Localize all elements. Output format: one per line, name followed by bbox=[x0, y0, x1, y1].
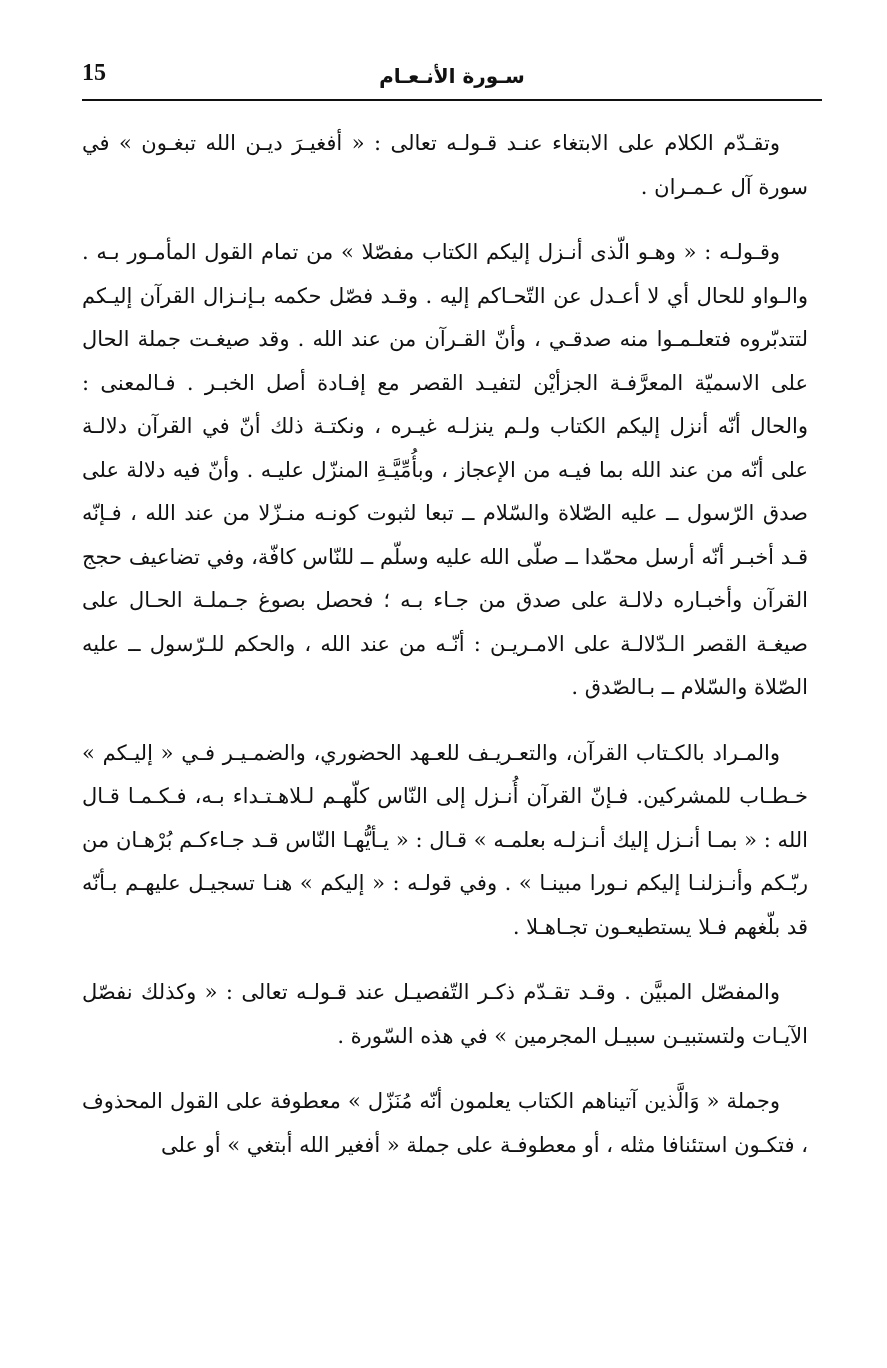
page-number: 15 bbox=[82, 60, 106, 86]
paragraph-3: والمـراد بالكـتاب القرآن، والتعـريـف للعـهد الحضوري، والضمـيـر فـي « إليـكم » خـطـاب للمشركين. فـإنّ القرآن أُنـزل إلى النّاس كلّهـم لـلاهـتـداء بـه، فـكـمـا قـال الله : « بمـا أنـزل إليك أنـزلـه بعلمـه » قـال : « يـأيُّهـا النّاس قـد جـاءكـم بُرْهـان من ربّـكم وأنـزلنـا إليكم نـورا مبينـا » . وفي قولـه : « إليكم » هنـا تسجيـل عليهـم بـأنّه قد بلّغهم فـلا يستطيعـون تجـاهـلا . bbox=[82, 740, 808, 939]
paragraph-1: وتقـدّم الكلام على الابتغاء عنـد قـولـه تعالى : « أفغيـرَ ديـن الله تبغـون » في سورة آل عـمـران . bbox=[82, 131, 808, 199]
paragraph-5: وجملة « وَالَّذين آتيناهم الكتاب يعلمون أنّه مُنَزّل » معطوفة على القول المحذوف ، فتكـون استئنافا مثله ، أو معطوفـة على جملة « أفغير الله أبتغي » أو على bbox=[82, 1089, 808, 1157]
page-header bbox=[82, 58, 822, 98]
paragraph-4: والمفصّل المبيَّن . وقـد تقـدّم ذكـر التّفصيـل عند قـولـه تعالى : « وكذلك نفصّل الآيـات ولتستبيـن سبيـل المجرمين » في هذه السّورة . bbox=[82, 980, 808, 1048]
body-text bbox=[82, 122, 808, 1189]
paragraph-2: وقـولـه : « وهـو الّذى أنـزل إليكم الكتاب مفصّلا » من تمام القول المأمـور بـه . والـواو للحال أي لا أعـدل عن التّحـاكم إليه . وقـد فصّل حكمه بـإنـزال القرآن إليـكم لتتدبّروه فتعلـمـوا منه صدقـي ، وأنّ القـرآن من عند الله . وقد صيغـت جملة الحال على الاسميّة المعرَّفـة الجزأيْن لتفيـد القصر مع إفـادة أصل الخبـر . فـالمعنى : والحال أنّه أنزل إليكم الكتاب ولـم ينزلـه غيـره ، ونكتـة ذلك أنّ في القرآن دلالـة على أنّه من عند الله بما فيـه من الإعجاز ، وبأُمِّيَّـةِ المنزّل عليـه . وأنّ فيه دلالة على صدق الرّسول ــ عليه الصّلاة والسّلام ــ تبعا لثبوت كونـه منـزّلا من عند الله ، فـإنّه قـد أخبـر أنّه أرسل محمّدا ــ صلّى الله عليه وسلّم ــ للنّاس كافّة، وفي تضاعيف حجج القرآن وأخبـاره دلالـة على صدق من جـاء بـه ؛ فحصل بصوغ جـملـة الحـال على صيغـة القصر الـدّلالـة على الامـريـن : أنّـه من عند الله ، والحكم للـرّسول ــ عليه الصّلاة والسّلام ــ بـالصّدق . bbox=[82, 240, 808, 699]
running-title: سـورة الأنـعـام bbox=[379, 64, 525, 88]
header-rule bbox=[82, 99, 822, 101]
